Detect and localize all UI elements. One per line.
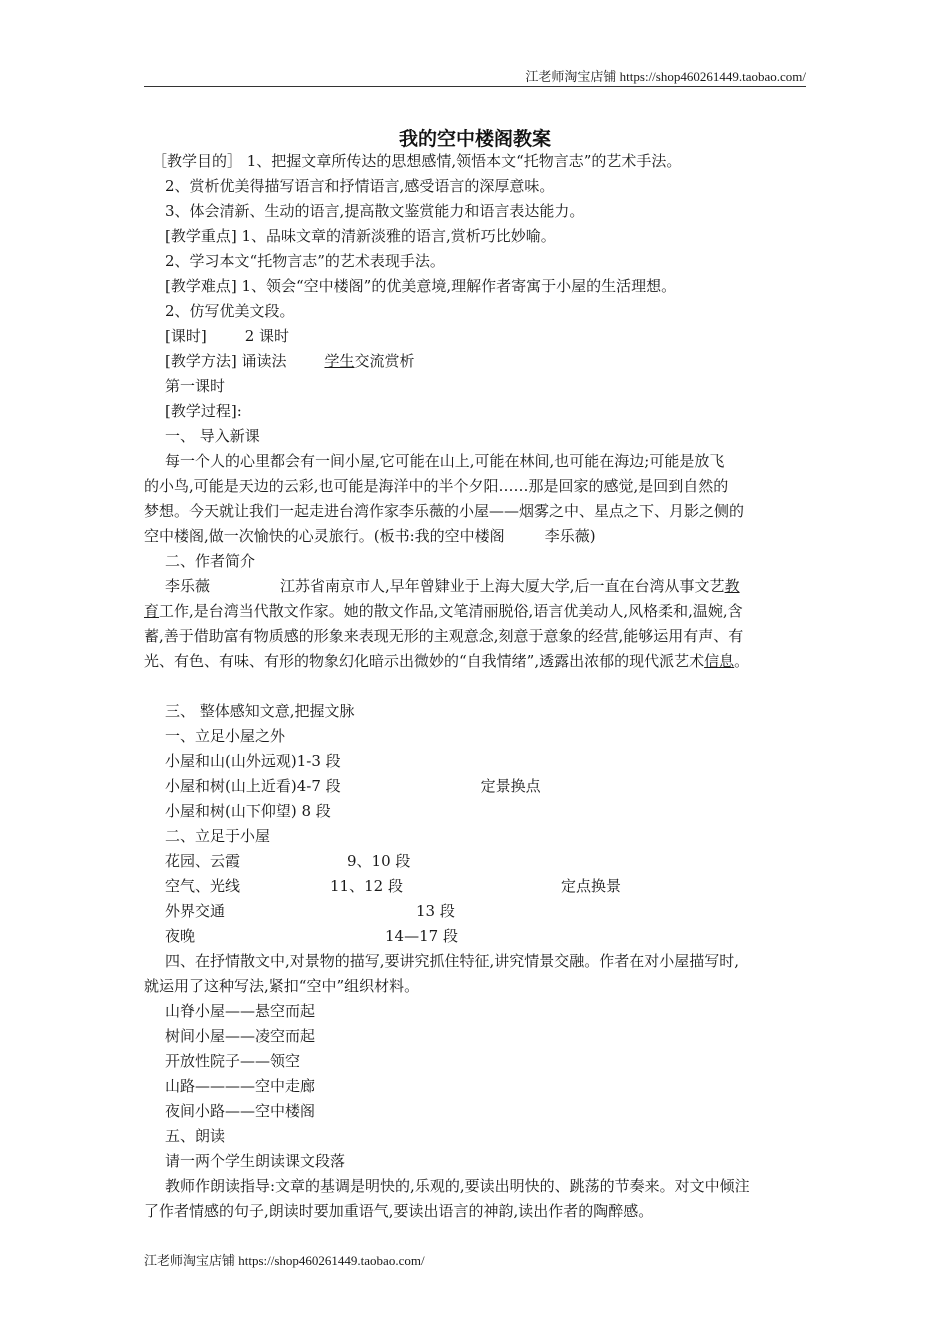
student-link[interactable]: 学生	[324, 352, 355, 370]
author-paragraph-line-4	[144, 649, 812, 674]
teaching-method-text-2: 交流赏析	[354, 352, 415, 370]
structure-item-4	[144, 849, 812, 874]
author-bio-text-4: 光、有色、有味、有形的物象幻化暗示出微妙的“自我情绪”,透露出浓郁的现代派艺术	[144, 652, 705, 670]
author-bio-text: 江苏省南京市人,早年曾肄业于上海大厦大学,后一直在台湾从事文艺	[280, 577, 725, 595]
structure-item-5	[144, 874, 812, 899]
contrast-item-2: 树间小屋——凌空而起	[165, 1027, 316, 1045]
document-title: 我的空中楼阁教案	[398, 128, 551, 150]
intro-paragraph-line-4	[144, 524, 812, 549]
header-shop-link[interactable]: 江老师淘宝店铺 https://shop460261449.taobao.com/	[525, 69, 806, 84]
outside-house-heading: 一、立足小屋之外	[165, 727, 286, 745]
education-link[interactable]: 教	[724, 577, 740, 595]
reading-guidance-line-1: 教师作朗读指导:文章的基调是明快的,乐观的,要读出明快的、跳荡的节奏来。对文中倾注	[165, 1177, 750, 1195]
education-link-2[interactable]: 育	[144, 602, 160, 620]
structure-item-2	[144, 774, 812, 799]
author-bio-text-2: 工作,是台湾当代散文作家。她的散文作品,文笔清丽脱俗,语言优美动人,风格柔和,温婉,含	[159, 602, 743, 620]
difficulty-line-1: [教学难点] 1、领会“空中楼阁”的优美意境,理解作者寄寓于小屋的生活理想。	[165, 277, 677, 295]
contrast-item-4: 山路————空中走廊	[165, 1077, 316, 1095]
objective-line-3: 3、体会清新、生动的语言,提高散文鉴赏能力和语言表达能力。	[165, 202, 585, 220]
class-hours-label: [课时]	[165, 327, 207, 345]
reading-instruction: 请一两个学生朗读课文段落	[165, 1152, 346, 1170]
structure-item-4-text: 花园、云霞	[165, 852, 241, 870]
footer-shop-link[interactable]: 江老师淘宝店铺 https://shop460261449.taobao.com/	[144, 1253, 425, 1268]
fixed-point-note: 定点换景	[560, 877, 621, 895]
intro-paragraph-line-1: 每一个人的心里都会有一间小屋,它可能在山上,可能在林间,也可能在海边;可能是放飞	[165, 452, 725, 470]
structure-item-3: 小屋和树(山下仰望) 8 段	[165, 802, 331, 820]
structure-item-7-paragraphs: 14—17 段	[385, 927, 458, 945]
structure-item-4-paragraphs: 9、10 段	[347, 852, 411, 870]
key-point-line-2: 2、学习本文“托物言志”的艺术表现手法。	[165, 252, 445, 270]
intro-paragraph-author: 李乐薇)	[544, 527, 596, 545]
document-body	[144, 149, 812, 1224]
structure-item-7-text: 夜晚	[165, 927, 196, 945]
structure-item-6-paragraphs: 13 段	[416, 902, 455, 920]
fixed-scene-note: 定景换点	[480, 777, 541, 795]
blank-line	[144, 674, 812, 699]
teaching-method-line	[144, 349, 812, 374]
structure-item-1: 小屋和山(山外远观)1-3 段	[165, 752, 341, 770]
contrast-item-3: 开放性院子——领空	[165, 1052, 301, 1070]
intro-paragraph-text: 空中楼阁,做一次愉快的心灵旅行。(板书:我的空中楼阁	[144, 527, 505, 545]
author-paragraph-line-3: 蓄,善于借助富有物质感的形象来表现无形的主观意念,刻意于意象的经营,能够运用有声、有	[144, 627, 744, 645]
class-hours-value: 2 课时	[244, 327, 290, 345]
reading-guidance-line-2: 了作者情感的句子,朗读时要加重语气,要读出语言的神韵,读出作者的陶醉感。	[144, 1202, 654, 1220]
structure-item-2-text: 小屋和树(山上近看)4-7 段	[165, 777, 341, 795]
contrast-item-1: 山脊小屋——悬空而起	[165, 1002, 316, 1020]
structure-item-5-paragraphs: 11、12 段	[330, 877, 403, 895]
section-four-line-1: 四、在抒情散文中,对景物的描写,要讲究抓住特征,讲究情景交融。作者在对小屋描写时,	[165, 952, 740, 970]
author-bio-period: 。	[734, 652, 750, 670]
section-overview-heading: 三、 整体感知文意,把握文脉	[165, 702, 355, 720]
author-paragraph-line-2	[144, 599, 812, 624]
inside-house-heading: 二、立足于小屋	[165, 827, 271, 845]
difficulty-line-2: 2、仿写优美文段。	[165, 302, 295, 320]
lesson-one-heading: 第一课时	[165, 377, 226, 395]
section-four-line-2: 就运用了这种写法,紧扣“空中”组织材料。	[144, 977, 420, 995]
structure-item-7	[144, 924, 812, 949]
info-link[interactable]: 信息	[704, 652, 735, 670]
structure-item-6-text: 外界交通	[165, 902, 226, 920]
contrast-item-5: 夜间小路——空中楼阁	[165, 1102, 316, 1120]
header-divider	[144, 86, 806, 87]
process-heading: [教学过程]:	[165, 402, 242, 420]
objective-line-2: 2、赏析优美得描写语言和抒情语言,感受语言的深厚意味。	[165, 177, 555, 195]
objective-line-1: ［教学目的］ 1、把握文章所传达的思想感情,领悟本文“托物言志”的艺术手法。	[152, 152, 682, 170]
teaching-method-text: [教学方法] 诵读法	[165, 352, 287, 370]
intro-paragraph-line-2: 的小鸟,可能是天边的云彩,也可能是海洋中的半个夕阳……那是回家的感觉,是回到自然的	[144, 477, 729, 495]
section-intro-heading: 一、 导入新课	[165, 427, 260, 445]
class-hours-line	[144, 324, 812, 349]
structure-item-5-text: 空气、光线	[165, 877, 241, 895]
section-reading-heading: 五、朗读	[165, 1127, 226, 1145]
section-author-heading: 二、作者简介	[165, 552, 256, 570]
key-point-line-1: [教学重点] 1、品味文章的清新淡雅的语言,赏析巧比妙喻。	[165, 227, 556, 245]
author-paragraph-line-1	[144, 574, 812, 599]
author-name: 李乐薇	[165, 577, 211, 595]
structure-item-6	[144, 899, 812, 924]
intro-paragraph-line-3: 梦想。今天就让我们一起走进台湾作家李乐薇的小屋——烟雾之中、星点之下、月影之侧的	[144, 502, 745, 520]
